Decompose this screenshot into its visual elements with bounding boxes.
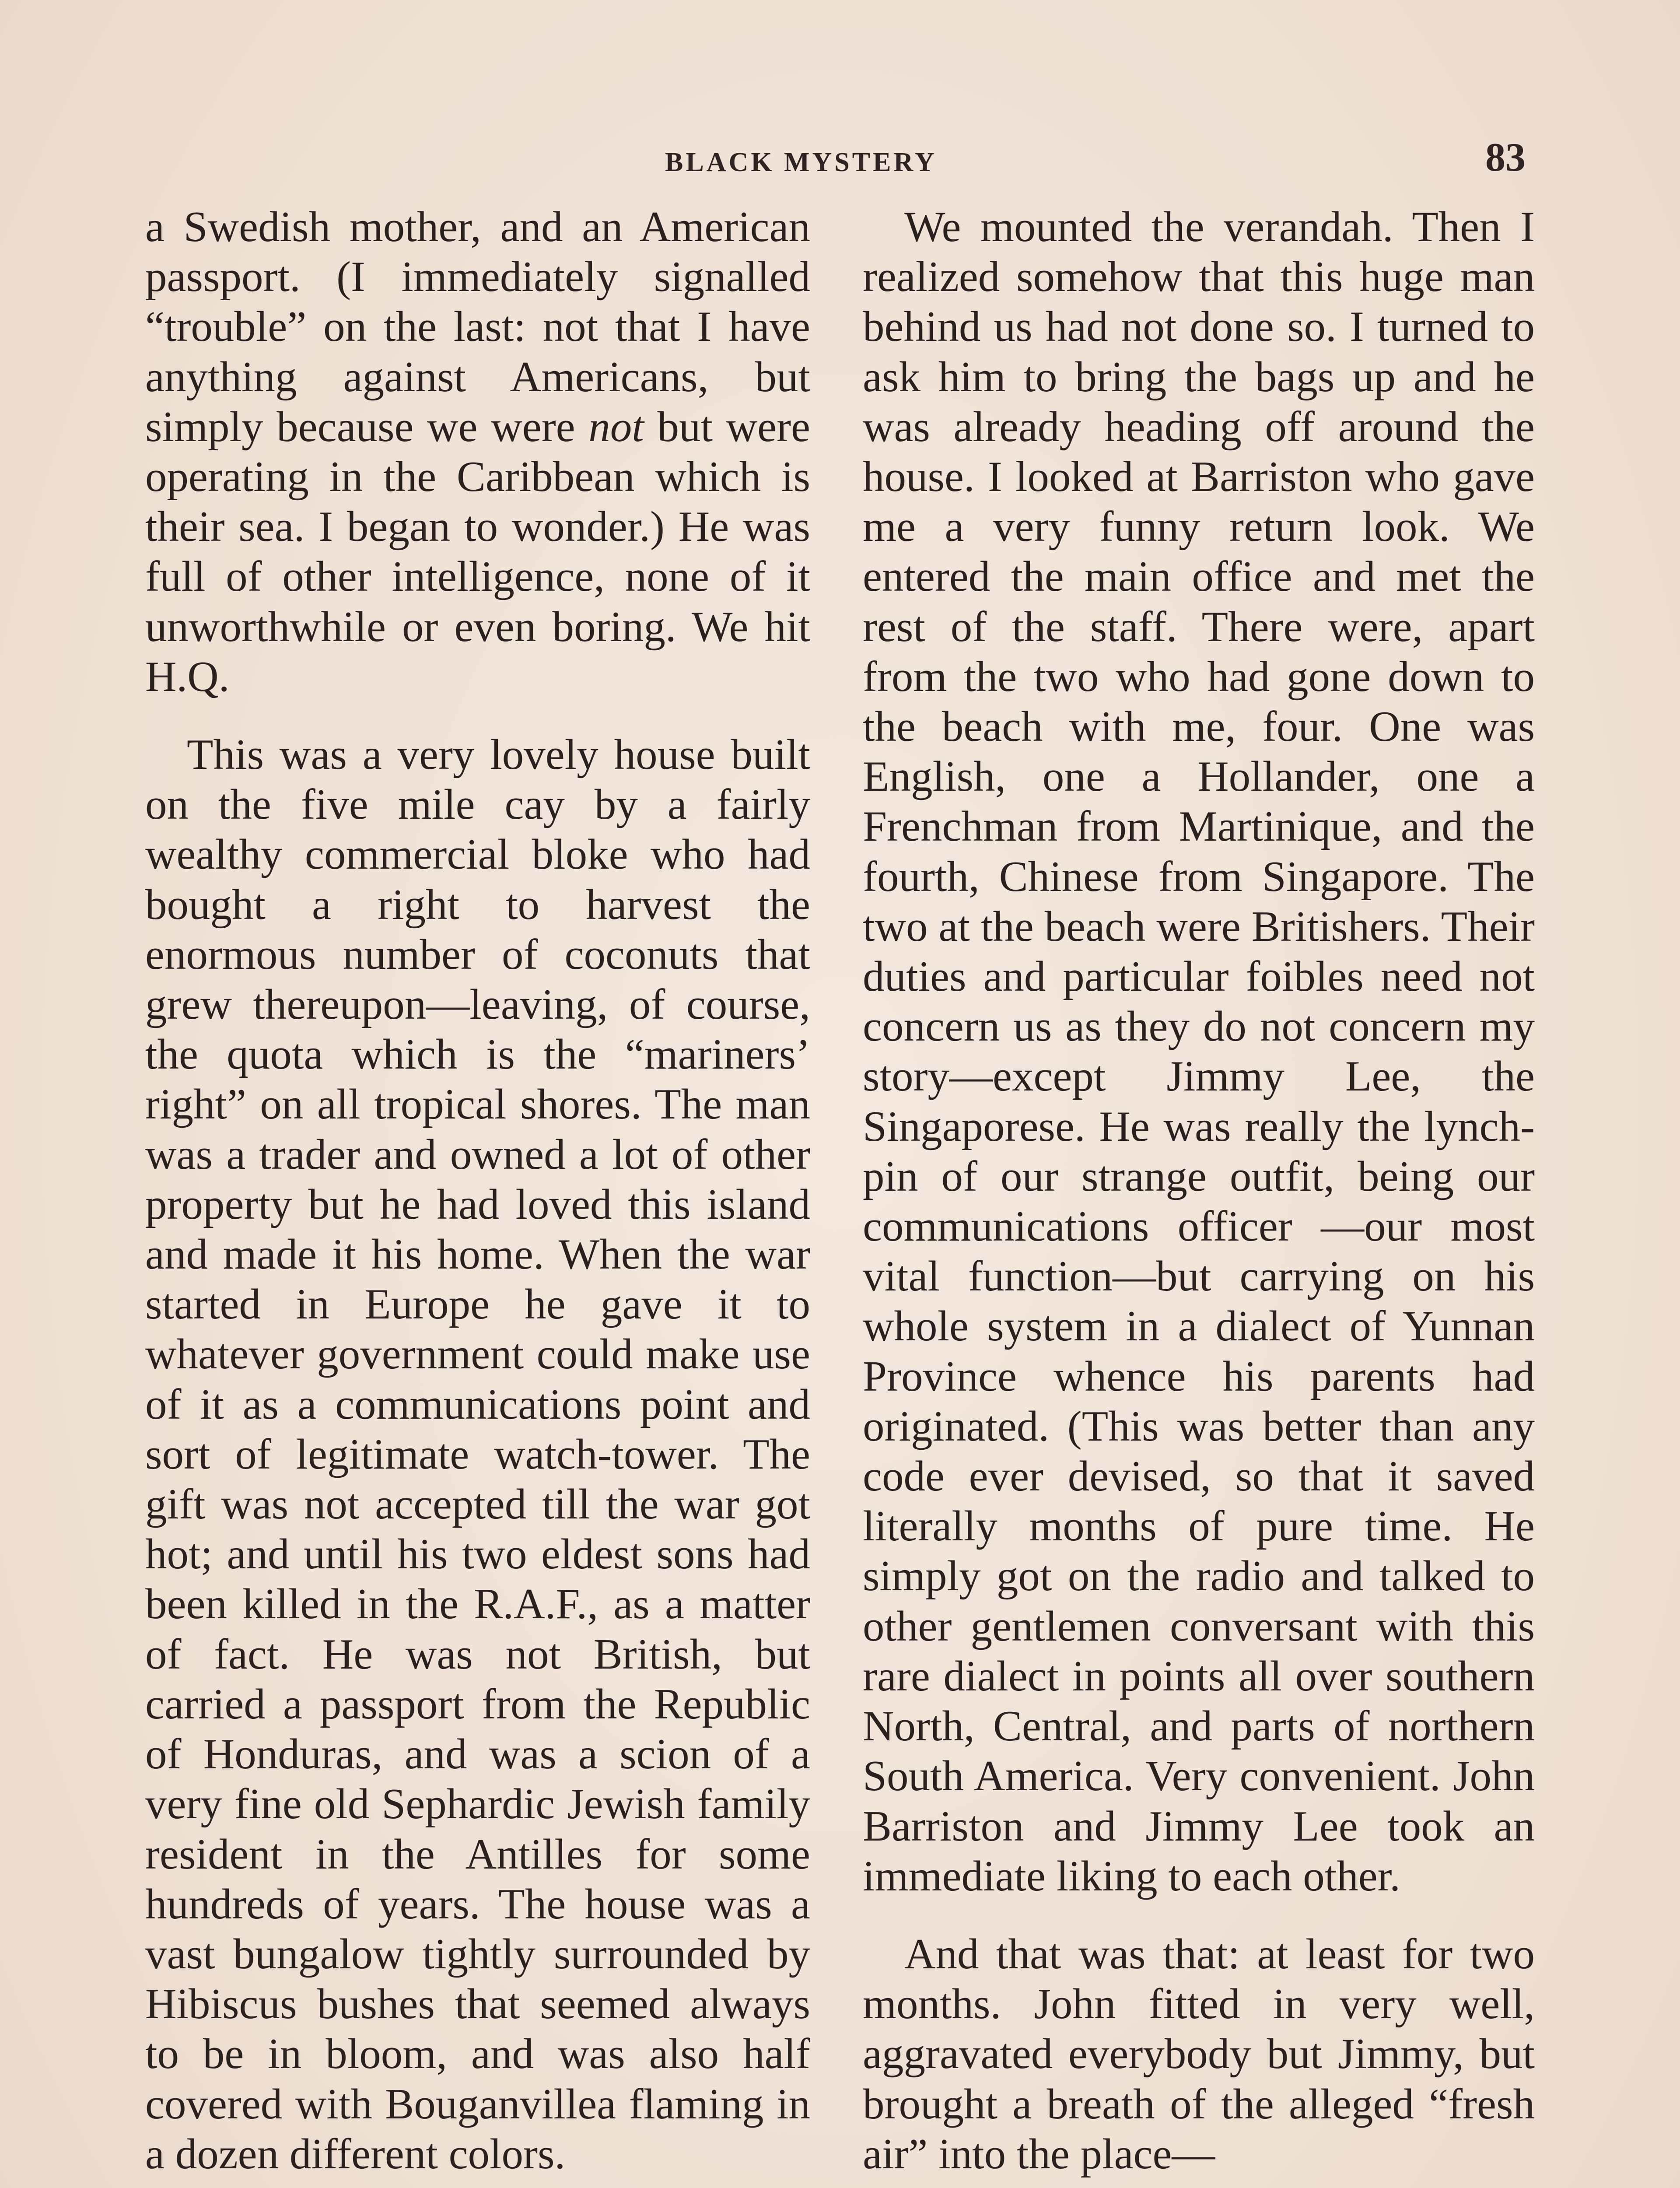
left-paragraph-1-emphasis: not [588, 403, 644, 451]
left-paragraph-2: This was a very lovely house built on the five mile cay by a fairly wealthy commercial bloke who had bought a right to harvest the enormous number of coconuts that grew thereupon—leaving, of course, the quota which is the “mariners’ right” on all tropical shores. The man was a trader and owned a lot of other property but he had loved this island and made it his home. When the war started in Europe he gave it to whatever government could make use of it as a communications point and sort of legitimate watch-tower. The gift was not accepted till the war got hot; and until his two eldest sons had been killed in the R.A.F., as a matter of fact. He was not British, but carried a passport from the Republic of Honduras, and was a scion of a very fine old Sephardic Jewish family resident in the Antilles for some hundreds of years. The house was a vast bungalow tightly surrounded by Hibiscus bushes that seemed always to be in bloom, and was also half covered with Bouganvillea flaming in a dozen different colors. [145, 731, 810, 2178]
right-column [863, 202, 1535, 2179]
left-column [145, 202, 810, 2179]
right-paragraph-1: We mounted the verandah. Then I realized somehow that this huge man behind us had not done so. I turned to ask him to bring the bags up and he was already heading off around the house. I looked at Barriston who gave me a very funny return look. We entered the main office and met the rest of the staff. There were, apart from the two who had gone down to the beach with me, four. One was English, one a Hollander, one a Frenchman from Martinique, and the fourth, Chinese from Singapore. The two at the beach were Britishers. Their duties and particular foibles need not concern us as they do not concern my story—except Jimmy Lee, the Singaporese. He was really the lynch-pin of our strange outfit, being our communications officer —our most vital function—but carrying on his whole system in a dialect of Yunnan Province whence his parents had originated. (This was better than any code ever devised, so that it saved literally months of pure time. He simply got on the radio and talked to other gentlemen conversant with this rare dialect in points all over southern North, Central, and parts of northern South America. Very convenient. John Barriston and Jimmy Lee took an immediate liking to each other. [863, 203, 1535, 1900]
left-paragraph-1-text-a: a Swedish mother, and an American passport. (I immediately signalled “trouble” on the last: not that I have anything against Americans, but simply because we were [145, 203, 810, 451]
left-paragraph-1-text-b: but were operating in the Caribbean which is their sea. I began to wonder.) He was full of other intelligence, none of it unworthwhile or even boring. We hit H.Q. [145, 403, 810, 701]
left-paragraph-1 [145, 202, 810, 702]
right-paragraph-2: And that was that: at least for two months. John fitted in very well, aggravated everybody but Jimmy, but brought a breath of the alleged “fresh air” into the place— [863, 1930, 1535, 2178]
running-head: BLACK MYSTERY [665, 147, 937, 177]
page-number: 83 [1485, 135, 1526, 179]
